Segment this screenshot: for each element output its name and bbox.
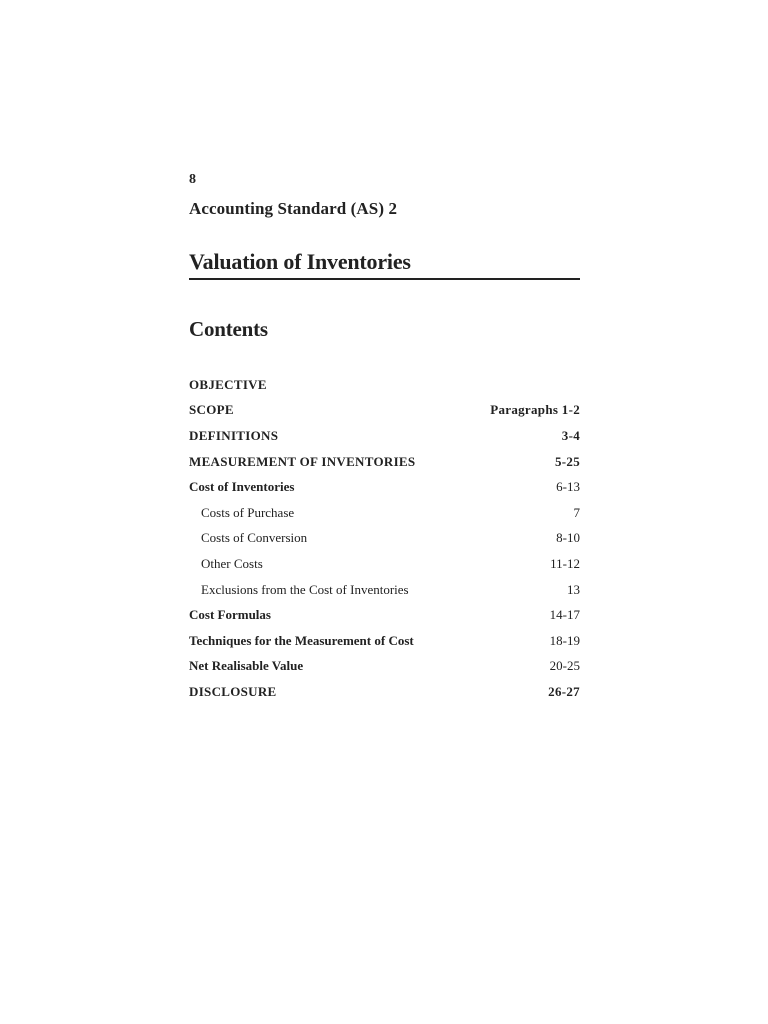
toc-entry [189,577,580,603]
toc-entry [189,628,580,654]
toc-entry-label: Cost Formulas [189,607,271,623]
toc-entry [189,551,580,577]
toc-entry-label: Costs of Purchase [201,504,295,520]
toc-entry-paragraphs: 13 [567,581,580,597]
toc-entry [189,423,580,449]
toc-entry-paragraphs: 8-10 [556,530,580,546]
toc-entry-label: SCOPE [189,402,234,418]
toc-entry-label: Cost of Inventories [189,479,295,495]
contents-heading: Contents [189,317,268,341]
toc-entry-paragraphs: Paragraphs 1-2 [490,402,580,418]
toc-entry-label: Costs of Conversion [201,530,308,546]
toc-entry-paragraphs: 26-27 [548,683,580,699]
toc-entry-paragraphs: 14-17 [549,607,580,623]
table-of-contents [189,372,580,705]
toc-entry [189,474,580,500]
document-page [189,0,580,1024]
toc-entry [189,449,580,475]
page-title: Valuation of Inventories [189,249,411,274]
toc-entry-label: MEASUREMENT OF INVENTORIES [189,453,416,469]
toc-entry-label: DISCLOSURE [189,683,277,699]
toc-entry-paragraphs: 7 [573,504,580,520]
toc-entry-label: Other Costs [201,555,263,571]
toc-entry-paragraphs: 6-13 [556,479,580,495]
toc-entry-label: Exclusions from the Cost of Inventories [201,581,409,597]
toc-entry-label: DEFINITIONS [189,427,279,443]
toc-entry [189,602,580,628]
standard-label: Accounting Standard (AS) 2 [189,199,398,218]
toc-entry-paragraphs: 11-12 [550,555,580,571]
toc-entry [189,398,580,424]
toc-entry [189,372,580,398]
page-number: 8 [189,172,196,187]
toc-entry [189,500,580,526]
toc-entry [189,526,580,552]
toc-entry-label: OBJECTIVE [189,376,267,392]
toc-entry-paragraphs: 18-19 [549,632,580,648]
toc-entry [189,654,580,680]
toc-entry-paragraphs: 20-25 [549,658,580,674]
toc-entry-paragraphs: 3-4 [561,427,580,443]
toc-entry-label: Net Realisable Value [189,658,304,674]
title-divider [189,278,580,280]
toc-entry-paragraphs: 5-25 [554,453,580,469]
toc-entry [189,679,580,705]
toc-entry-label: Techniques for the Measurement of Cost [189,632,414,648]
